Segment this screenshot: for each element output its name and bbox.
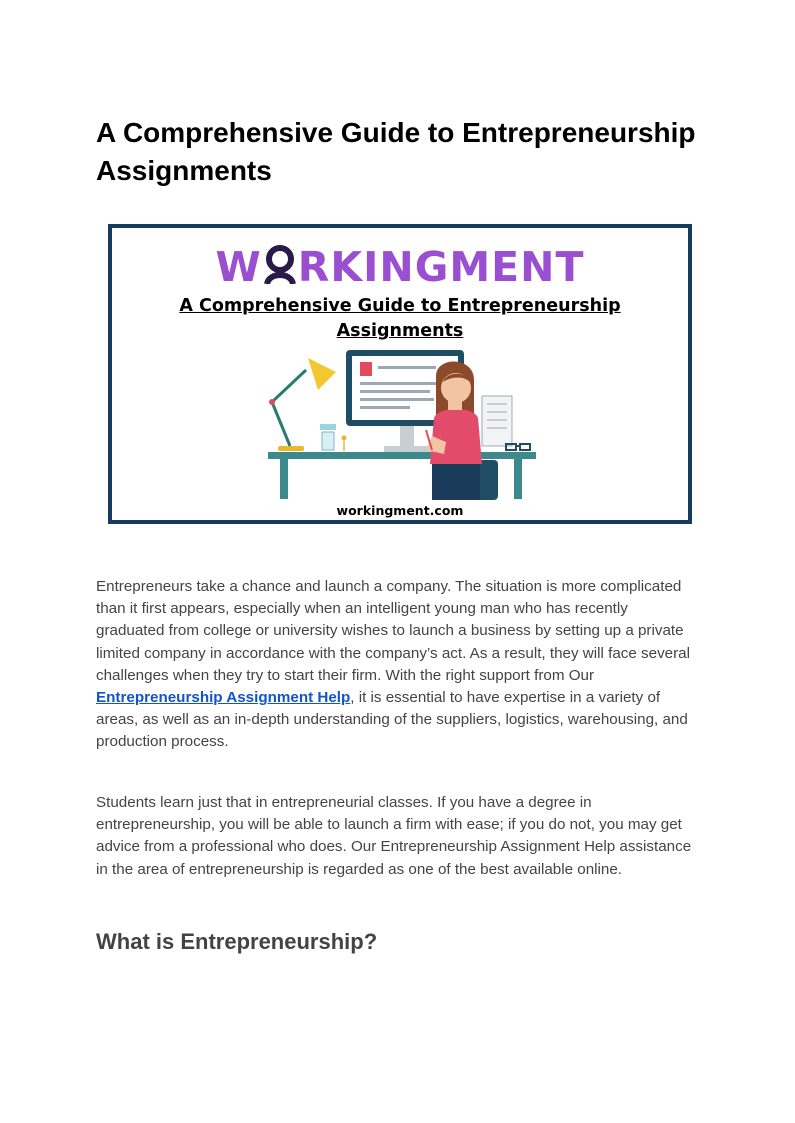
desk-leg-left (280, 459, 288, 499)
page-title: A Comprehensive Guide to Entrepreneurship Assignments (96, 117, 696, 186)
intro-text-before-link: Entrepreneurs take a chance and launch a company. The situation is more complicated than it first appears, especially when an intelligent young man who has recently graduated from college or university wishes to launch a business by setting up a private limited company in accordance with the company’s act. As a result, they will face several challenges when they try to start their firm. With the right support from Our (96, 578, 690, 684)
intro-paragraph (96, 576, 700, 754)
students-paragraph: Students learn just that in entrepreneurial classes. If you have a degree in entrepreneurship, you will be able to launch a firm with ease; if you do not, you may get advice from a professional who does. Our Entrepreneurship Assignment Help assistance in the area of entrepreneurship is regarded as one of the best available online. (96, 794, 692, 878)
banner-heading (152, 294, 648, 344)
cup-icon (320, 424, 347, 451)
intro-text-after-link: , it is essential to have expertise in a variety of areas, as well as an in-depth understanding of the suppliers, logistics, warehousing, and production process. (96, 689, 688, 751)
document-stack-icon (482, 396, 512, 446)
brand-text-start: W (215, 243, 262, 291)
glasses-icon (506, 444, 530, 450)
banner-image (108, 224, 692, 524)
desk-illustration (260, 346, 540, 502)
brand-logo (112, 242, 688, 292)
entrepreneurship-assignment-help-link[interactable]: Entrepreneurship Assignment Help (96, 689, 351, 707)
person-o-icon (264, 244, 296, 284)
desk-leg-right (514, 459, 522, 499)
section-heading: What is Entrepreneurship? (96, 929, 378, 954)
banner-heading-line1: A Comprehensive Guide to Entrepreneurship (179, 296, 621, 316)
banner-heading-line2: Assignments (336, 321, 464, 341)
desk-top (268, 452, 536, 459)
banner-url: workingment.com (336, 503, 464, 518)
brand-text-end: RKINGMENT (297, 243, 585, 291)
